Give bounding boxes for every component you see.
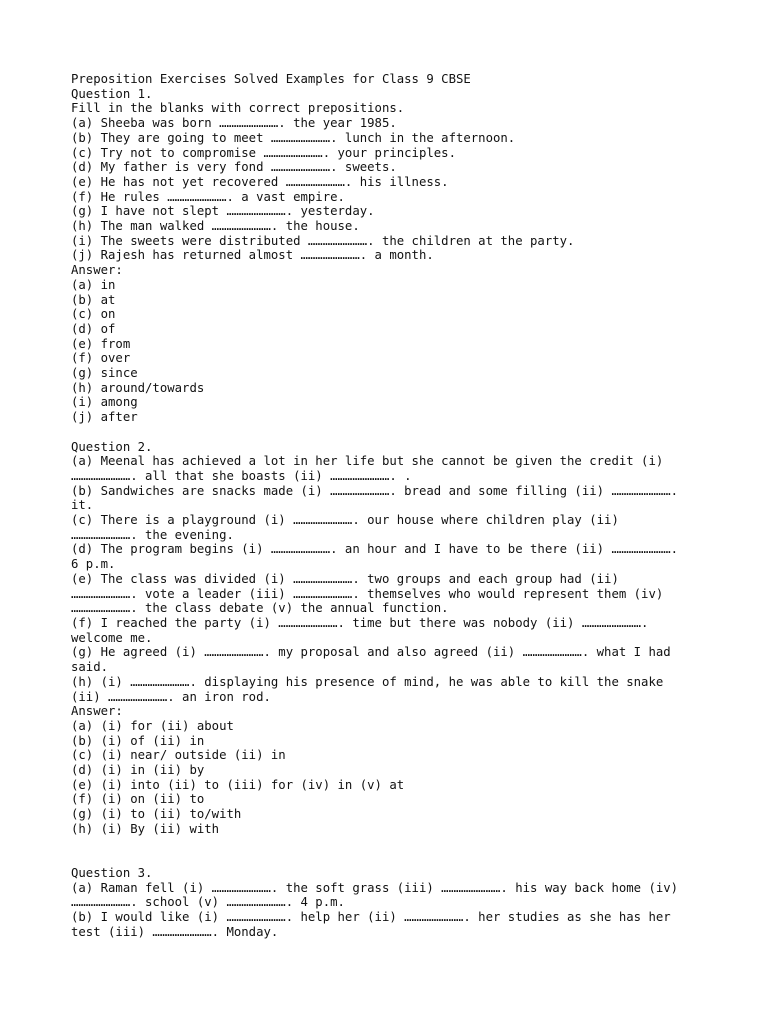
question-instruction: Fill in the blanks with correct prepositions. bbox=[71, 101, 405, 116]
answer-item: (d) (i) in (ii) by bbox=[71, 763, 205, 778]
question-heading: Question 1. bbox=[71, 86, 153, 101]
section-spacer bbox=[71, 425, 711, 440]
question-item: (b) I would like (i) ……………………. help her (ii) ……………………. her studies as she has her bbox=[71, 910, 671, 925]
question-item: (f) I reached the party (i) ……………………. time but there was nobody (ii) ……………………. bbox=[71, 616, 649, 630]
question-item: ……………………. school (v) ……………………. 4 p.m. bbox=[71, 895, 345, 910]
question-item: it. bbox=[71, 498, 94, 513]
document-page bbox=[71, 72, 711, 939]
answer-item: (f) over bbox=[71, 351, 131, 366]
answer-item: (b) (i) of (ii) in bbox=[71, 733, 205, 748]
question-item: 6 p.m. bbox=[71, 557, 116, 572]
question-item: (a) Raman fell (i) ……………………. the soft grass (iii) ……………………. his way back home (iv) bbox=[71, 880, 679, 895]
question-item: ……………………. vote a leader (iii) ……………………. themselves who would represent them (iv) bbox=[71, 586, 664, 601]
section-spacer bbox=[71, 837, 711, 866]
question-item: test (iii) ……………………. Monday. bbox=[71, 924, 279, 939]
question-item: (f) He rules ……………………. a vast empire. bbox=[71, 189, 345, 204]
question-heading: Question 2. bbox=[71, 439, 153, 454]
question-item: (ii) ……………………. an iron rod. bbox=[71, 689, 271, 704]
answer-label: Answer: bbox=[71, 704, 123, 719]
answer-item: (e) (i) into (ii) to (iii) for (iv) in (v) at bbox=[71, 777, 405, 792]
question-item: welcome me. bbox=[71, 630, 153, 645]
question-item: (b) They are going to meet ……………………. lunch in the afternoon. bbox=[71, 130, 516, 145]
answer-item: (b) at bbox=[71, 292, 116, 307]
question-item: (d) My father is very fond ……………………. sweets. bbox=[71, 160, 397, 175]
answer-item: (j) after bbox=[71, 410, 138, 425]
question-item: (c) There is a playground (i) ……………………. our house where children play (ii) bbox=[71, 513, 619, 528]
answer-item: (f) (i) on (ii) to bbox=[71, 792, 205, 807]
question-item: (g) I have not slept ……………………. yesterday. bbox=[71, 204, 375, 219]
question-item: ……………………. all that she boasts (ii) ……………………. . bbox=[71, 468, 412, 483]
question-item: (j) Rajesh has returned almost ……………………. a month. bbox=[71, 248, 434, 263]
answer-item: (g) (i) to (ii) to/with bbox=[71, 807, 242, 822]
question-item: (a) Meenal has achieved a lot in her life but she cannot be given the credit (i) bbox=[71, 454, 664, 469]
answer-item: (a) in bbox=[71, 277, 116, 292]
question-2 bbox=[71, 440, 711, 837]
question-item: (c) Try not to compromise ……………………. your principles. bbox=[71, 145, 456, 160]
answer-item: (h) (i) By (ii) with bbox=[71, 821, 220, 836]
question-item: (e) The class was divided (i) ……………………. two groups and each group had (ii) bbox=[71, 571, 619, 586]
question-item: said. bbox=[71, 660, 109, 675]
question-item: (h) The man walked ……………………. the house. bbox=[71, 219, 360, 234]
question-item: (a) Sheeba was born ……………………. the year 1985. bbox=[71, 116, 397, 131]
document-title: Preposition Exercises Solved Examples for Class 9 CBSE bbox=[71, 72, 471, 86]
question-heading: Question 3. bbox=[71, 865, 153, 880]
question-3 bbox=[71, 866, 711, 940]
question-item: (b) Sandwiches are snacks made (i) ……………………. bread and some filling (ii) ……………………. bbox=[71, 483, 679, 498]
question-item: ……………………. the class debate (v) the annual function. bbox=[71, 601, 449, 616]
answer-item: (c) on bbox=[71, 307, 116, 322]
question-item: (h) (i) ……………………. displaying his presence of mind, he was able to kill the snake bbox=[71, 674, 664, 689]
question-item: (i) The sweets were distributed ……………………. the children at the party. bbox=[71, 233, 575, 248]
question-item: ……………………. the evening. bbox=[71, 527, 234, 542]
answer-item: (d) of bbox=[71, 321, 116, 336]
answer-item: (e) from bbox=[71, 336, 131, 351]
answer-item: (a) (i) for (ii) about bbox=[71, 718, 234, 733]
question-item: (e) He has not yet recovered ……………………. his illness. bbox=[71, 174, 449, 189]
question-item: (g) He agreed (i) ……………………. my proposal and also agreed (ii) ……………………. what I had bbox=[71, 645, 671, 660]
answer-item: (g) since bbox=[71, 366, 138, 381]
answer-label: Answer: bbox=[71, 263, 123, 278]
answer-item: (c) (i) near/ outside (ii) in bbox=[71, 748, 286, 763]
question-1 bbox=[71, 87, 711, 425]
answer-item: (h) around/towards bbox=[71, 380, 205, 395]
answer-item: (i) among bbox=[71, 395, 138, 410]
question-item: (d) The program begins (i) ……………………. an hour and I have to be there (ii) ……………………. bbox=[71, 542, 679, 557]
